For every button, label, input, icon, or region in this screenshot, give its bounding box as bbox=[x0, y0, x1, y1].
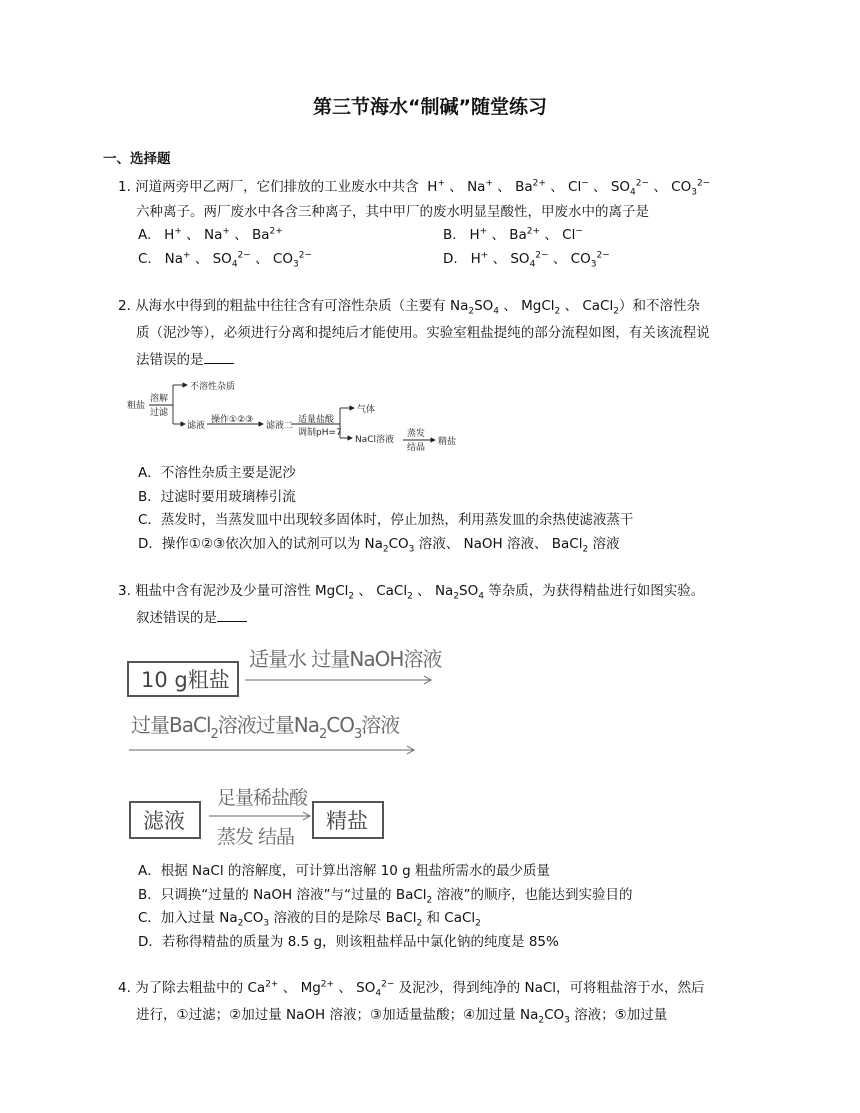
flow-diagram-1 bbox=[125, 378, 485, 458]
filtrate2-label: 滤液二 bbox=[266, 421, 294, 431]
flow-diagram-2 bbox=[125, 640, 465, 845]
option-b[interactable]: B．只调换“过量的 NaOH 溶液”与“过量的 BaCl$_2$ 溶液”的顺序，也能达到实验目的 bbox=[138, 886, 633, 906]
reagent-line-1: 适量水 过量NaOH溶液 bbox=[249, 647, 442, 671]
crude-salt-label: 粗盐 bbox=[127, 401, 146, 411]
crude-salt-label: 10 g粗盐 bbox=[141, 668, 230, 692]
filtrate-label: 滤液 bbox=[187, 421, 206, 431]
evap-label: 蒸发 结晶 bbox=[217, 826, 295, 845]
question-3: 3. 粗盐中含有泥沙及少量可溶性 MgCl$_2$ 、 CaCl$_2$ 、 $Na_2SO_4$ 等杂质，为获得精盐进行如图实验。 叙述错误的是 bbox=[118, 583, 705, 626]
answer-blank[interactable] bbox=[204, 351, 234, 364]
evap-label: 蒸发 bbox=[407, 429, 426, 439]
question-1-options bbox=[138, 224, 768, 271]
option-d[interactable]: D. H+ 、 $SO_4^{2-}$ 、 $CO_3^{2-}$ bbox=[443, 250, 610, 270]
question-2-options bbox=[138, 462, 768, 556]
dissolve-label: 溶解 bbox=[150, 394, 169, 404]
ph-label: 调制pH=7 bbox=[298, 428, 342, 438]
option-a[interactable]: A．不溶性杂质主要是泥沙 bbox=[138, 465, 296, 481]
option-c[interactable]: C．蒸发时，当蒸发皿中出现较多固体时，停止加热，利用蒸发皿的余热使滤液蒸干 bbox=[138, 512, 634, 528]
option-c[interactable]: C. Na+ 、 $SO_4^{2-}$ 、 $CO_3^{2-}$ bbox=[138, 250, 312, 270]
gas-label: 气体 bbox=[357, 405, 376, 415]
option-b[interactable]: B. H+ 、 $Ba^{2+}$ 、 Cl− bbox=[443, 226, 583, 243]
page-title: 第三节海水“制碱”随堂练习 bbox=[313, 96, 547, 118]
filtrate-label: 滤液 bbox=[143, 809, 185, 833]
option-a[interactable]: A. H+ 、 Na+ 、 $Ba^{2+}$ bbox=[138, 226, 283, 243]
answer-blank[interactable] bbox=[217, 609, 247, 622]
option-c[interactable]: C．加入过量 $Na_2CO_3$ 溶液的目的是除尽 BaCl$_2$ 和 CaCl$_2$ bbox=[138, 910, 481, 929]
filter-label: 过滤 bbox=[150, 408, 169, 418]
nacl-label: NaCl溶液 bbox=[355, 435, 395, 445]
question-1: 1. 河道两旁甲乙两厂，它们排放的工业废水中共含 H+ 、 Na+ 、 $Ba^{2+}$ 、 Cl− 、 $SO_4^{2-}$ 、 $CO_3^{2-}$ 六种离子。两厂废水中各含三种离子，其中甲厂的废水明显呈酸性，甲废水中的离子是 bbox=[118, 178, 711, 220]
fine-salt-label: 精盐 bbox=[438, 437, 457, 447]
cryst-label: 结晶 bbox=[407, 443, 426, 453]
section-heading: 一、选择题 bbox=[103, 151, 171, 167]
option-d[interactable]: D．若称得精盐的质量为 8.5 g，则该粗盐样品中氯化钠的纯度是 85% bbox=[138, 933, 559, 950]
question-3-options bbox=[138, 860, 768, 954]
fine-salt-label: 精盐 bbox=[326, 809, 368, 833]
acid-label: 足量稀盐酸 bbox=[217, 787, 308, 809]
reagent-line-2: 过量BaCl$_2$溶液过量$Na_2CO_3$溶液 bbox=[131, 713, 400, 742]
insoluble-label: 不溶性杂质 bbox=[190, 382, 236, 392]
option-a[interactable]: A．根据 NaCl 的溶解度，可计算出溶解 10 g 粗盐所需水的最少质量 bbox=[138, 863, 551, 879]
question-2: 2. 从海水中得到的粗盐中往往含有可溶性杂质（主要有 $Na_2SO_4$ 、 MgCl$_2$ 、 CaCl$_2$）和不溶性杂 质（泥沙等），必须进行分离和提纯后才能使用。实验室粗盐提纯的部分流程如图，有关该流程说 法错误的是 bbox=[118, 298, 710, 368]
ops-label: 操作①②③ bbox=[211, 415, 254, 425]
option-d[interactable]: D．操作①②③依次加入的试剂可以为 $Na_2CO_3$ 溶液、 NaOH 溶液、 BaCl$_2$ 溶液 bbox=[138, 535, 620, 555]
question-4: 4. 为了除去粗盐中的 $Ca^{2+}$ 、 $Mg^{2+}$ 、 $SO_4^{2-}$ 及泥沙，得到纯净的 NaCl，可将粗盐溶于水，然后 进行，①过滤；②加过量 NaOH 溶液；③加适量盐酸；④加过量 $Na_2CO_3$ 溶液；⑤加过量 bbox=[118, 979, 705, 1026]
option-b[interactable]: B．过滤时要用玻璃棒引流 bbox=[138, 488, 296, 505]
acid-label: 适量盐酸 bbox=[298, 415, 335, 425]
